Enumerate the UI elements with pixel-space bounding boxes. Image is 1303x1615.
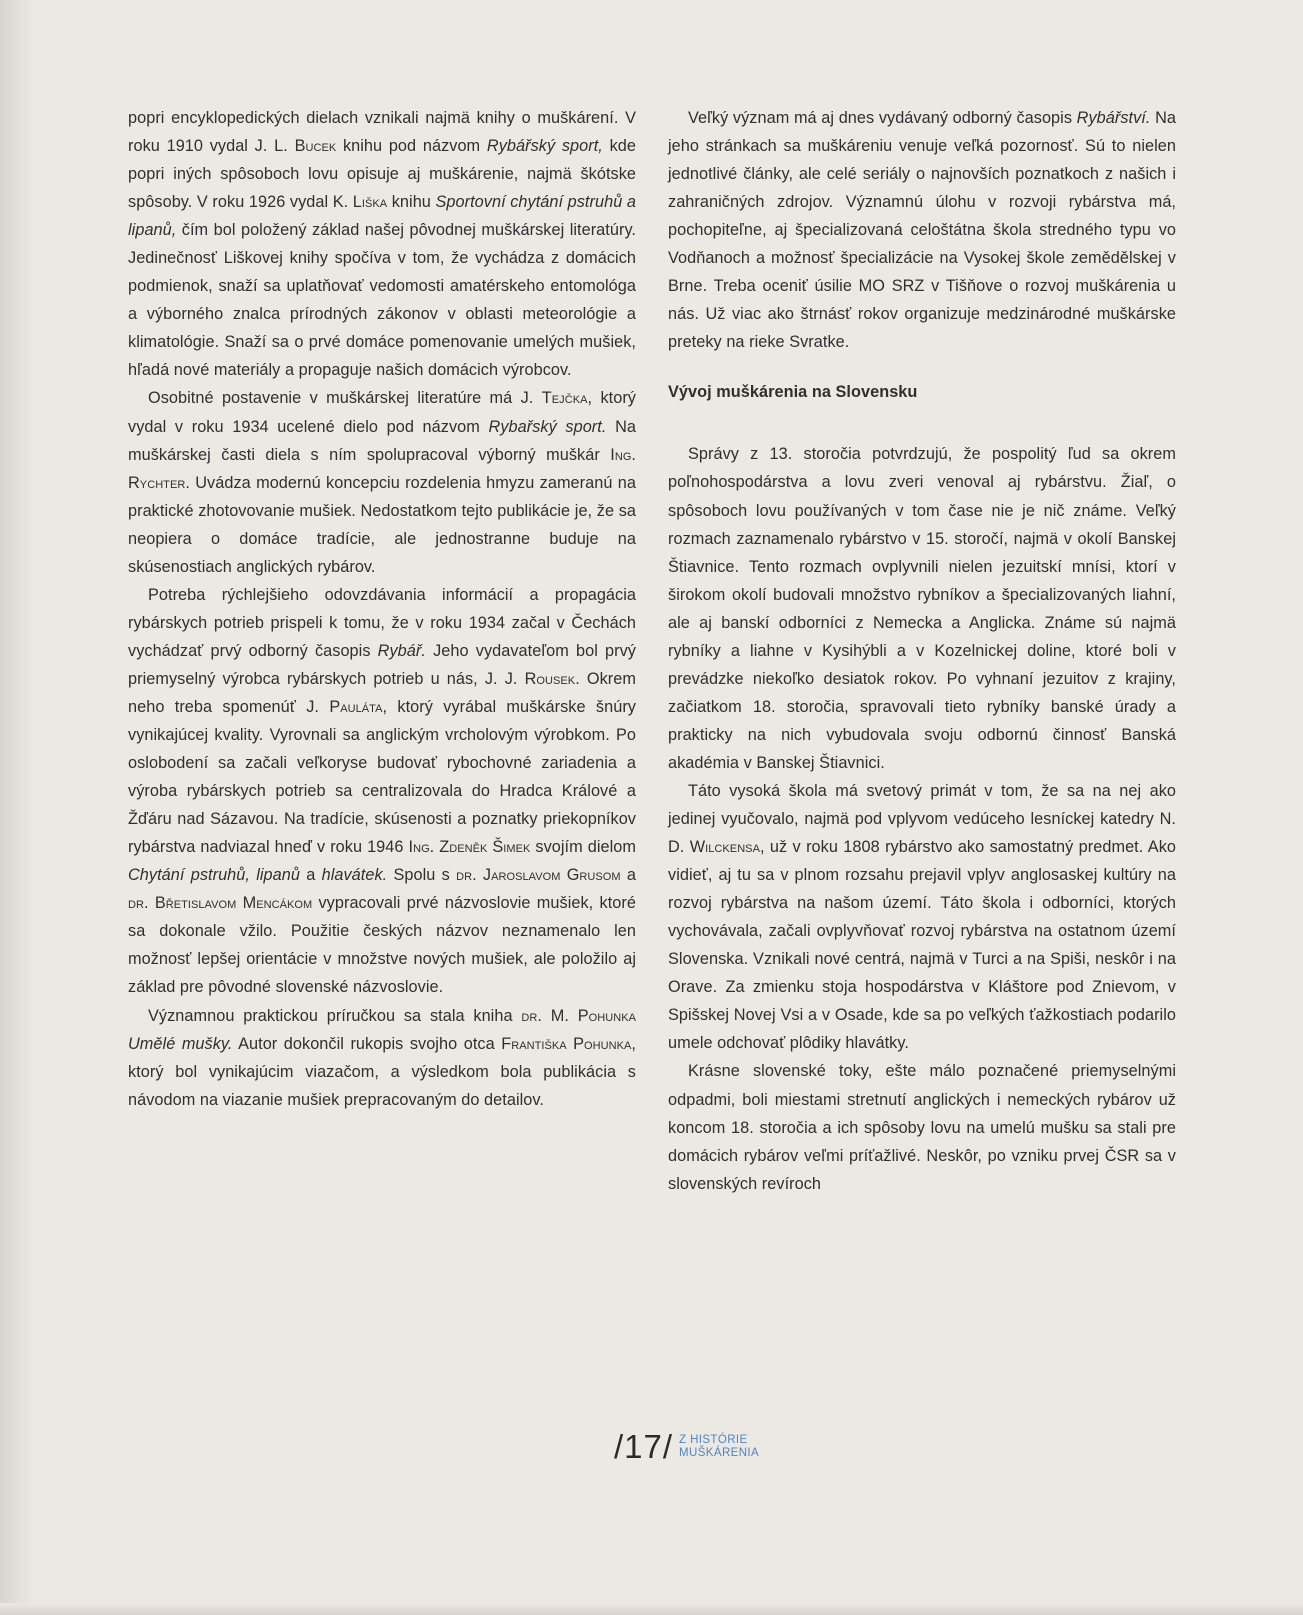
text-run: Správy z 13. storočia potvrdzujú, že pospolitý ľud sa okrem poľnohospodárstva a lovu zveri venoval aj rybárstvu. Žiaľ, o spôsoboch lovu používaných v tom čase nie je nič známe. Veľký rozmach zaznamenalo rybárstvo v 15. storočí, najmä v okolí Banskej Štiavnice. Tento rozmach ovplyvnili nielen jezuitskí mnísi, ktorí v širokom okolí budovali množstvo rybníkov a špecializovaných liahní, ale aj banskí odborníci z Nemecka a Anglicka. Známe sú najmä rybníky a liahne v Kysihýbli a v Kozelnickej doline, ktoré boli v prevádzke niekoľko desiatok rokov. Po vyhnaní jezuitov z krajiny, začiatkom 18. storočia, spravovali tieto rybníky banské úrady a prakticky na nich vybudovala svoju odbornú činnosť Banská akadémia v Banskej Štiavnici.: [668, 445, 1176, 772]
author-name: Bucek: [294, 137, 337, 156]
paragraph-r2: [668, 440, 1176, 777]
author-name: Wilckensa,: [689, 838, 765, 857]
italic-title: Rybářský sport,: [486, 137, 603, 156]
text-run: Krásne slovenské toky, ešte málo poznačené priemyselnými odpadmi, boli miestami stretnutí anglických i nemeckých rybárov už koncom 18. storočia a ich spôsoby lovu na umelú mušku sa stali pre domácich rybárov veľmi príťažlivé. Neskôr, po vzniku prvej ČSR sa v slovenských revíroch: [668, 1062, 1176, 1193]
paragraph-r1: [668, 104, 1176, 356]
text-run: Táto vysoká škola má svetový primát v tom, že sa na nej ako jedinej vyučovalo, najmä pod vplyvom vedúceho lesníckej katedry N. D.: [668, 781, 1176, 857]
italic-title: Sportovní chytání pstruhů a lipanů,: [128, 193, 636, 240]
text-run: svojím dielom: [530, 838, 636, 857]
author-name: dr. Břetislavom Mencákom: [128, 894, 313, 913]
text-run: a: [620, 866, 636, 885]
text-run: už v roku 1808 rybárstvo ako samostatný predmet. Ako vidieť, aj tu sa v plnom rozsahu prejavil vplyv anglosaskej kultúry na rozvoj rybárstva na našom území. Táto škola i odborníci, ktorých vychovávala, začali ovplyvňovať rozvoj rybárstva na ostatnom území Slovenska. Vznikali nové centrá, najmä v Turci a na Spiši, neskôr i na Orave. Za zmienku stoja hospodárstva v Kláštore pod Znievom, v Spišskej Novej Vsi a v Osade, kde sa po veľkých ťažkostiach podarilo umele odchovať plôdiky hlavátky.: [668, 838, 1176, 1053]
italic-title: Umělé mušky.: [128, 1034, 233, 1053]
text-run: vypracovali prvé názvoslovie mušiek, ktoré sa dokonale vžilo. Použitie českých názvov neznamenalo len možnosť lepšej orientácie v množstve nových mušiek, ale položilo aj základ pre pôvodné slovenské názvoslovie.: [128, 894, 636, 997]
left-column: [128, 104, 636, 1114]
italic-title: Rybářství.: [1076, 109, 1151, 127]
text-run: Potreba rýchlejšieho odovzdávania informácií a propagácia rybárskych potrieb prispeli k tomu, že v roku 1934 začal v Čechách vychádzať prvý odborný časopis: [128, 585, 636, 660]
text-run: knihu pod názvom: [336, 137, 487, 156]
text-run: Uvádza modernú koncepciu rozdelenia hmyzu zameranú na praktické zhotovovanie mušiek. Nedostatkom tejto publikácie je, že sa neopiera o domáce tradície, ale jednostranne buduje na skúsenostiach anglických rybárov.: [128, 473, 636, 576]
paragraph-p3: [128, 581, 636, 1002]
paragraph-p1: [128, 104, 636, 384]
right-column: [668, 104, 1176, 1198]
italic-title: Chytání pstruhů, lipanů: [128, 866, 300, 885]
text-run: ktorý bol vynikajúcim viazačom, a výsledkom bola publikácia s návodom na viazanie mušiek prepracovaným do detailov.: [128, 1062, 636, 1109]
text-run: Jeho vydavateľom bol prvý priemyselný výrobca rybárskych potrieb u nás, J. J.: [128, 641, 636, 688]
page-footer: [614, 1422, 759, 1472]
text-run: Na jeho stránkach sa muškáreniu venuje veľká pozornosť. Sú to nielen jednotlivé články, ale celé seriály o najnovších poznatkoch z našich i zahraničných zdrojov. Významnú úlohu v rozvoji rybárstva má, pochopiteľne, aj špecializovaná celoštátna škola stredného typu vo Vodňanoch a možnosť špecializácie na Vysokej škole zemědělskej v Brne. Treba oceniť úsilie MO SRZ v Tišňove o rozvoj muškárenia u nás. Už viac ako štrnásť rokov organizuje medzinárodné muškárske preteky na rieke Svratke.: [668, 109, 1176, 352]
text-run: a: [299, 866, 322, 885]
paragraph-p4: [128, 1002, 636, 1114]
author-name: dr. Jaroslavom Grusom: [456, 866, 621, 885]
text-run: Spolu s: [387, 866, 457, 885]
author-name: Rousek.: [524, 669, 580, 688]
text-run: ktorý vydal v roku 1934 ucelené dielo pod názvom: [128, 389, 636, 436]
italic-title: Rybařský sport.: [488, 417, 607, 436]
author-name: Pauláta,: [329, 697, 388, 716]
text-run: M.: [541, 1006, 578, 1025]
paragraph-r4: [668, 1057, 1176, 1197]
section-label: [679, 1434, 759, 1460]
author-name: Tejčka,: [541, 389, 593, 408]
author-name: dr.: [521, 1006, 542, 1025]
text-run: Na muškárskej časti diela s ním spolupracoval výborný muškár: [128, 417, 636, 464]
text-run: Autor dokončil rukopis svojho otca: [232, 1034, 502, 1053]
text-run: kde popri iných spôsoboch lovu opisuje aj muškárenie, najmä škótske spôsoby. V roku 1926 vydal K.: [128, 137, 636, 212]
author-name: Ing. Zdeněk Šimek: [408, 838, 531, 857]
author-name: Ing. Rychter.: [128, 445, 636, 492]
italic-title: Rybář.: [377, 641, 426, 660]
author-name: Liška: [352, 193, 388, 212]
text-run: Významnou praktickou príručkou sa stala kniha: [148, 1006, 522, 1025]
section-heading: Vývoj muškárenia na Slovensku: [668, 383, 918, 402]
text-run: Osobitné postavenie v muškárskej literatúre má J.: [148, 389, 542, 408]
section-label-line2: MUŠKÁRENIA: [679, 1447, 760, 1459]
page-spine-shadow: [0, 0, 34, 1615]
section-label-line1: Z HISTÓRIE: [679, 1434, 748, 1446]
text-run: Okrem neho treba spomenúť J.: [128, 669, 636, 716]
page-bottom-edge: [0, 1603, 1303, 1615]
author-name: Pohunka: [577, 1006, 636, 1025]
text-run: Veľký význam má aj dnes vydávaný odborný časopis: [688, 109, 1077, 127]
page-number: /17/: [614, 1428, 674, 1465]
text-run: knihu: [387, 193, 436, 212]
paragraph-r3: [668, 777, 1176, 1057]
text-run: čím bol položený základ našej pôvodnej muškárskej literatúry. Jedinečnosť Liškovej knihy spočíva v tom, že vychádza z domácich podmienok, snaží sa uplatňovať vedomosti amatérskeho entomológa a výborného znalca prírodných zákonov v oblasti meteorológie a klimatológie. Snaží sa o prvé domáce pomenovanie umelých mušiek, hľadá nové materiály a propaguje našich domácich výrobcov.: [128, 221, 636, 380]
text-run: ktorý vyrábal muškárske šnúry vynikajúcej kvality. Vyrovnali sa anglickým vrcholovým výrobkom. Po oslobodení sa začali veľkoryse budovať rybochovné zariadenia a výroba rybárskych potrieb sa centralizovala do Hradca Králové a Žďáru nad Sázavou. Na tradície, skúsenosti a poznatky priekopníkov rybárstva nadviazal hneď v roku 1946: [128, 697, 636, 857]
author-name: Františka Pohunka,: [501, 1034, 636, 1053]
italic-title: hlavátek.: [321, 866, 388, 885]
paragraph-p2: [128, 384, 636, 580]
text-run: popri encyklopedických dielach vznikali najmä knihy o muškárení. V roku 1910 vydal J. L.: [128, 109, 636, 156]
